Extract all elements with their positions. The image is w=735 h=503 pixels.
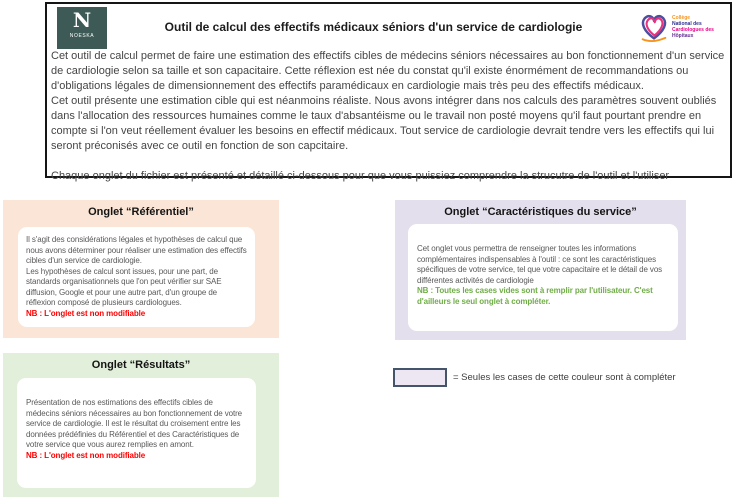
panel-caracteristiques-card [408,224,678,331]
resultats-nb-note: NB : L'onglet est non modifiable [26,450,146,460]
caracteristiques-paragraph-1: Cet onglet vous permettra de renseigner toutes les informations complémentaires indispensables à l'outil : ce sont les caractéristiques spécifiques de votre service, tel que votre capacitaire et le détail de vos différentes activités de cardiologie [417,244,663,285]
intro-text [51,49,726,184]
caracteristiques-nb-note: NB : Toutes les cases vides sont à remplir par l'utilisateur. C'est d'ailleurs le seul onglet à compléter. [417,286,653,306]
noeska-logo-name: NOESKA [69,33,95,39]
cnch-line-2: National des [672,21,702,27]
cnch-line-4: Hôpitaux [672,33,694,39]
referentiel-nb-note: NB : L'onglet est non modifiable [26,308,146,318]
cnch-logo-text [672,15,714,39]
legend [393,368,676,387]
referentiel-paragraph-2: Les hypothèses de calcul sont issues, pour une part, de standards organisationnels que l'on peut vérifier sur SAE diffusion, Google et pour une autre part, d'un groupe de réflexion composé de plusieurs cardiologues. [26,266,222,307]
legend-color-swatch [393,368,447,387]
panel-referentiel-card [18,227,255,327]
intro-panel [45,2,732,182]
noeska-logo [57,7,107,49]
legend-label: = Seules les cases de cette couleur sont à compléter [453,372,676,383]
panel-resultats [3,353,279,497]
page-title: Outil de calcul des effectifs médicaux séniors d'un service de cardiologie [164,20,583,34]
panel-caracteristiques-title: Onglet “Caractéristiques du service” [444,206,637,218]
cnch-line-1: Collège [672,15,691,21]
resultats-paragraph-1: Présentation de nos estimations des effectifs cibles de médecins séniors nécessaires au bon fonctionnement de votre service de cardiologie. Il est le résultat du croisement entre les données prédéfinies du Référentiel et des Caractéristiques de votre service que vous aurez remplies en amont. [26,398,243,449]
noeska-logo-letter: N [72,8,92,32]
heart-icon [637,10,671,44]
panel-referentiel-title: Onglet “Référentiel” [88,206,194,218]
intro-paragraph-2: Cet outil présente une estimation cible qui est néanmoins réaliste. Nous avons intégrer dans nos calculs des paramètres souvent oubliés dans l'allocation des ressources humaines comme le taux d'absantéisme ou le travail non posté moyens qu'il faut pourtant prendre en compte si l'on veut réellement évaluer les besoins en effectif médicaux. Tout service de cardiologie devrait tendre vers les effectifs qui lui seront préconisés avec ce outil en fonction de son capcitaire. [51,95,717,152]
intro-paragraph-1: Cet outil de calcul permet de faire une estimation des effectifs cibles de médecins séniors nécessaires au bon fonctionnement d'un service de cardiologie selon sa taille et son capacitaire. Cette réflexion est née du constat qu'il existe énormément de recommandations ou d'obligations légales de dimensionnement des effectifs paramédicaux en cardiologie mais très peu des effectifs médicaux. [51,50,725,92]
cnch-logo [637,10,725,44]
panel-referentiel [3,200,279,338]
panel-resultats-card [17,378,256,488]
referentiel-paragraph-1: Il s'agit des considérations légales et hypothèses de calcul que nous avons déterminer pour réaliser une estimation des effectifs cibles d'un service de cardiologie. [26,235,247,265]
panel-resultats-title: Onglet “Résultats” [91,359,191,371]
cnch-line-3: Cardiologues des [672,27,714,33]
panel-caracteristiques [395,200,686,340]
intro-paragraph-3: Chaque onglet du fichier est présenté et détaillé ci-dessous pour que vous puissiez comprendre la strucutre de l'outil et l'utiliser [51,170,670,182]
